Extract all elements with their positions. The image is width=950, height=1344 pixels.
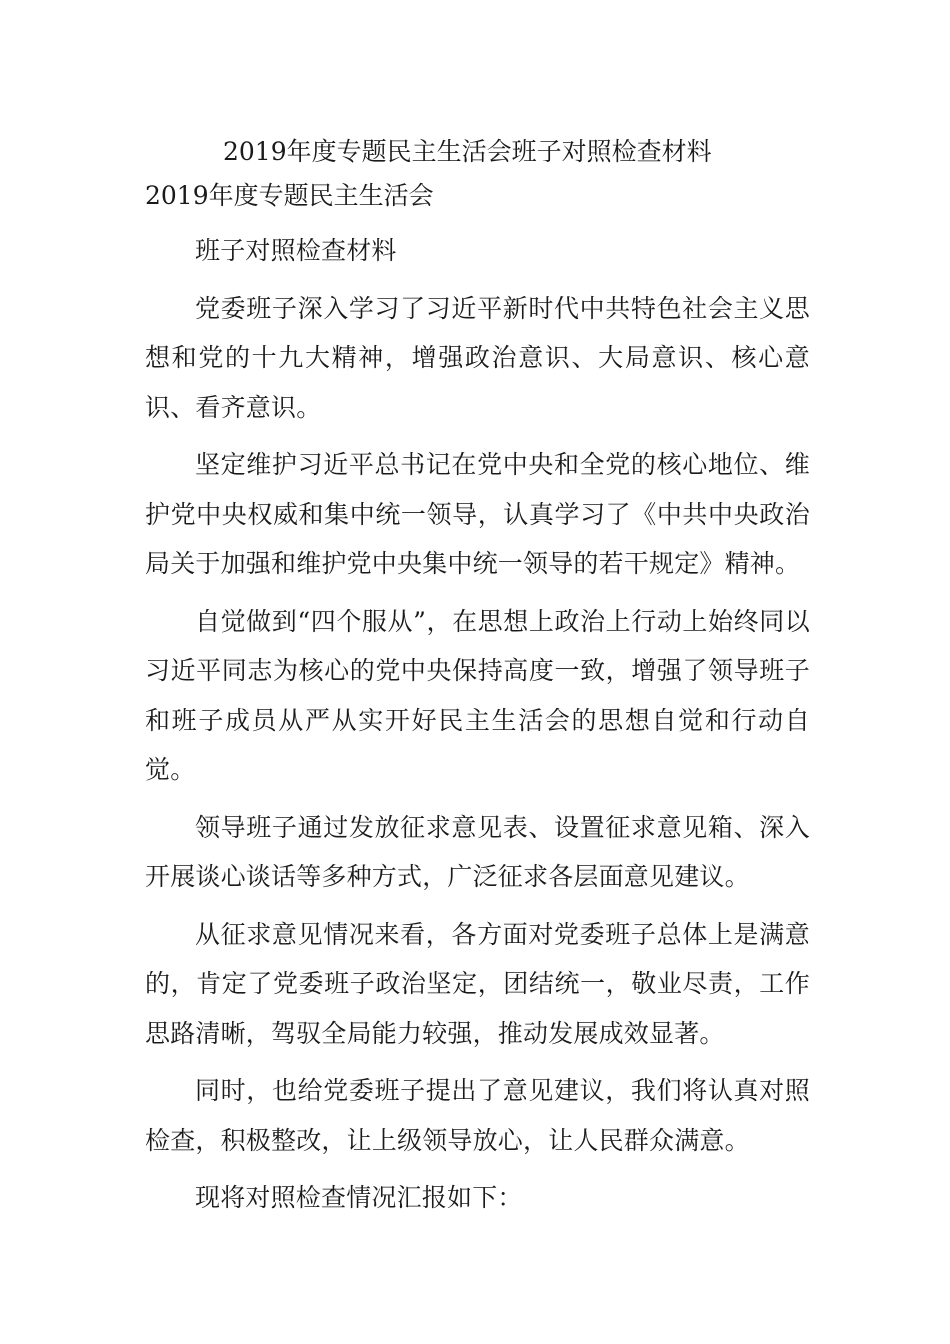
paragraph-5: 领导班子通过发放征求意见表、设置征求意见箱、深入开展谈心谈话等多种方式，广泛征求各层面意见建议。 bbox=[145, 812, 810, 891]
paragraph-1: 班子对照检查材料 bbox=[195, 236, 397, 265]
paragraph-4: 自觉做到“四个服从”，在思想上政治上行动上始终同以习近平同志为核心的党中央保持高度一致，增强了领导班子和班子成员从严从实开好民主生活会的思想自觉和行动自觉。 bbox=[145, 606, 810, 784]
paragraph-7: 同时，也给党委班子提出了意见建议，我们将认真对照检查，积极整改，让上级领导放心，让人民群众满意。 bbox=[145, 1076, 810, 1155]
paragraph-8: 现将对照检查情况汇报如下： bbox=[195, 1183, 523, 1212]
paragraph-3: 坚定维护习近平总书记在党中央和全党的核心地位、维护党中央权威和集中统一领导，认真学习了《中共中央政治局关于加强和维护党中央集中统一领导的若干规定》精神。 bbox=[145, 450, 810, 578]
document-page bbox=[145, 130, 810, 1223]
document-title: 2019年度专题民主生活会班子对照检查材料 bbox=[223, 137, 712, 166]
paragraph-6: 从征求意见情况来看，各方面对党委班子总体上是满意的，肯定了党委班子政治坚定，团结统一，敬业尽责，工作思路清晰，驾驭全局能力较强，推动发展成效显著。 bbox=[145, 919, 810, 1048]
paragraph-2: 党委班子深入学习了习近平新时代中共特色社会主义思想和党的十九大精神，增强政治意识、大局意识、核心意识、看齐意识。 bbox=[145, 293, 810, 422]
document-subtitle: 2019年度专题民主生活会 bbox=[145, 181, 434, 210]
